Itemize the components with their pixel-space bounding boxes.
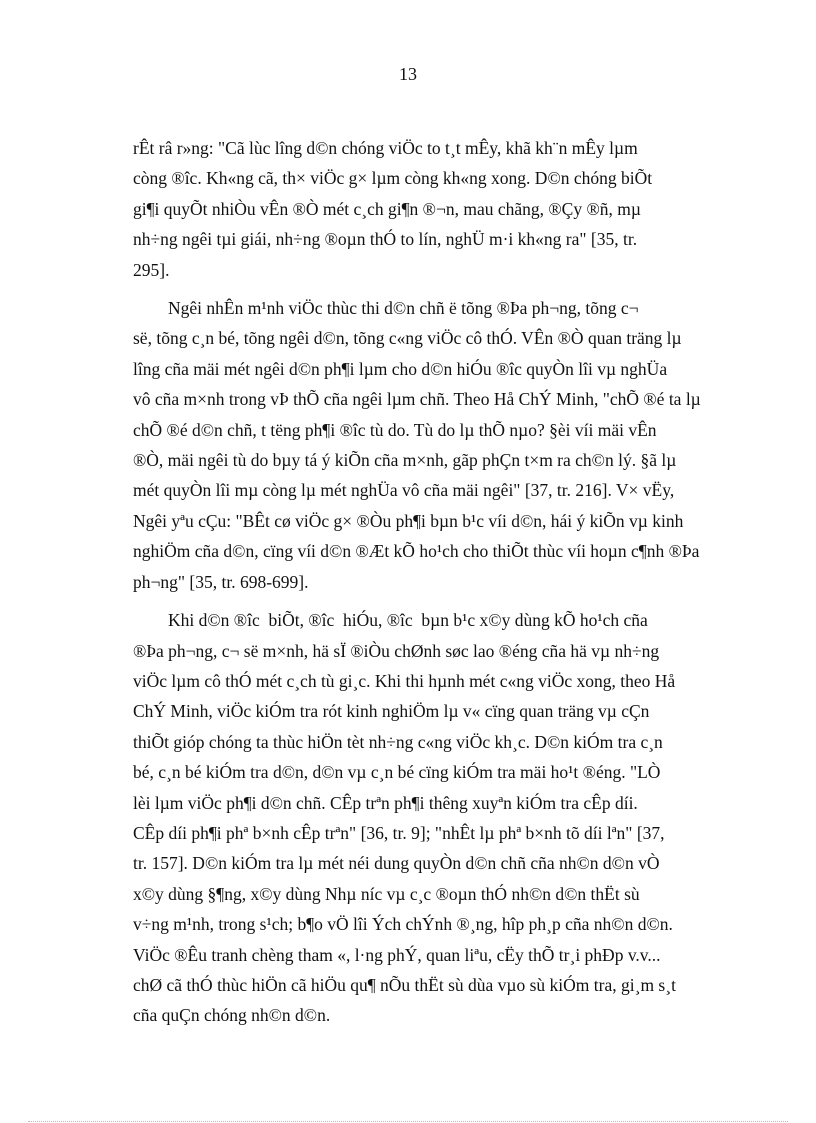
text-line: chØ cã thÓ thùc hiÖn cã hiÖu qu¶ nÕu thËt sù dùa vµo sù kiÓm tra, gi¸m s¸t xyxy=(133,974,676,995)
text-line: lîng cña mäi mét ngêi d©n ph¶i lµm cho d©n hiÓu ®îc quyÒn lîi vµ nghÜa xyxy=(133,358,668,379)
text-line: 295]. xyxy=(133,259,170,280)
text-line: Khi d©n ®îc biÕt, ®îc hiÓu, ®îc bµn b¹c x©y dùng kÕ ho¹ch cña xyxy=(133,610,648,631)
text-line: ph¬ng" [35, tr. 698-699]. xyxy=(133,571,309,592)
text-line: cña quÇn chóng nh©n d©n. xyxy=(133,1005,331,1026)
text-line: còng ®îc. Kh«ng cã, th× viÖc g× lµm còng kh«ng xong. D©n chóng biÕt xyxy=(133,168,653,189)
text-line: nghiÖm cña d©n, cïng víi d©n ®Æt kÕ ho¹ch cho thiÕt thùc víi hoµn c¶nh ®Þa xyxy=(133,541,700,562)
body-text xyxy=(133,133,767,1039)
text-line: bé, c¸n bé kiÓm tra d©n, d©n vµ c¸n bé cïng kiÓm tra mäi ho¹t ®éng. "LÒ xyxy=(133,762,661,783)
text-line: rÊt râ r»ng: "Cã lùc lîng d©n chóng viÖc to t¸t mÊy, khã kh¨n mÊy lµm xyxy=(133,138,638,158)
text-line: thiÕt gióp chóng ta thùc hiÖn tèt nh÷ng c«ng viÖc kh¸c. D©n kiÓm tra c¸n xyxy=(133,731,663,752)
text-line: Ngêi nhÊn m¹nh viÖc thùc thi d©n chñ ë tõng ®Þa ph¬ng, tõng c¬ xyxy=(133,298,639,319)
text-line: v÷ng m¹nh, trong s¹ch; b¶o vÖ lîi Ých chÝnh ®¸ng, hîp ph¸p cña nh©n d©n. xyxy=(133,914,673,935)
text-line: lèi lµm viÖc ph¶i d©n chñ. CÊp trªn ph¶i thêng xuyªn kiÓm tra cÊp díi. xyxy=(133,792,638,813)
text-line: CÊp díi ph¶i phª b×nh cÊp trªn" [36, tr. 9]; "nhÊt lµ phª b×nh tõ díi lªn" [37, xyxy=(133,822,665,843)
paragraph-2 xyxy=(133,293,767,597)
text-line: x©y dùng §¶ng, x©y dùng Nhµ níc vµ c¸c ®oµn thÓ nh©n d©n thËt sù xyxy=(133,883,640,904)
text-line: tr. 157]. D©n kiÓm tra lµ mét néi dung quyÒn d©n chñ cña nh©n d©n vÒ xyxy=(133,853,660,874)
text-line: nh÷ng ngêi tµi giái, nh÷ng ®oµn thÓ to lín, nghÜ m·i kh«ng ra" [35, tr. xyxy=(133,229,638,250)
paragraph-1 xyxy=(133,133,767,285)
text-line: ®Þa ph¬ng, c¬ së m×nh, hä sÏ ®iÒu chØnh søc lao ®éng cña hä vµ nh÷ng xyxy=(133,640,660,661)
text-line: së, tõng c¸n bé, tõng ngêi d©n, tõng c«ng viÖc cô thÓ. VÊn ®Ò quan träng lµ xyxy=(133,328,682,349)
text-line: ®Ò, mäi ngêi tù do bµy tá ý kiÕn cña m×nh, gãp phÇn t×m ra ch©n lý. §ã lµ xyxy=(133,450,677,471)
text-line: ViÖc ®Êu tranh chèng tham «, l·ng phÝ, quan liªu, cËy thÕ tr¸i phÐp v.v... xyxy=(133,944,661,965)
text-line: chÕ ®é d©n chñ, t tëng ph¶i ®îc tù do. Tù do lµ thÕ nµo? §èi víi mäi vÊn xyxy=(133,419,657,440)
text-line: gi¶i quyÕt nhiÒu vÊn ®Ò mét c¸ch gi¶n ®¬n, mau chãng, ®Çy ®ñ, mµ xyxy=(133,198,641,219)
text-line: ChÝ Minh, viÖc kiÓm tra rót kinh nghiÖm lµ v« cïng quan träng vµ cÇn xyxy=(133,701,650,722)
text-line: vô cña m×nh trong vÞ thÕ cña ngêi lµm chñ. Theo Hå ChÝ Minh, "chÕ ®é ta lµ xyxy=(133,389,701,410)
page-bottom-divider xyxy=(28,1121,788,1122)
text-line: viÖc lµm cô thÓ mét c¸ch tù gi¸c. Khi thi hµnh mét c«ng viÖc xong, theo Hå xyxy=(133,670,676,691)
text-line: mét quyÒn lîi mµ còng lµ mét nghÜa vô cña mäi ngêi" [37, tr. 216]. V× vËy, xyxy=(133,480,675,501)
paragraph-3 xyxy=(133,605,767,1031)
text-line: Ngêi yªu cÇu: "BÊt cø viÖc g× ®Òu ph¶i bµn b¹c víi d©n, hái ý kiÕn vµ kinh xyxy=(133,510,684,531)
page-number: 13 xyxy=(399,64,417,84)
